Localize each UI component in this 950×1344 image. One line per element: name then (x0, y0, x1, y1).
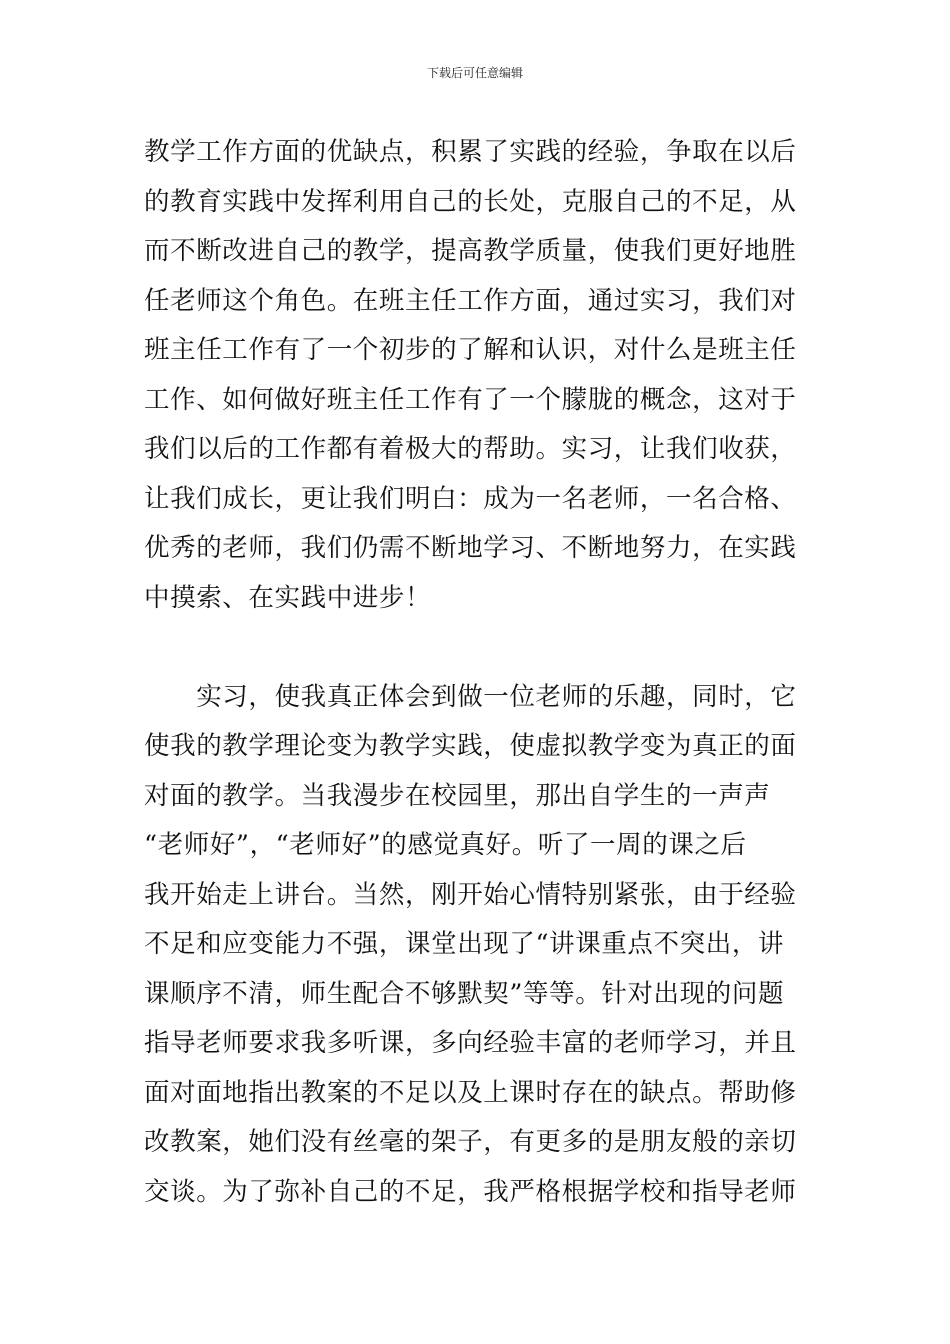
text-line: 对面的教学。当我漫步在校园里，那出自学生的一声声 (144, 780, 771, 811)
header-note: 下载后可任意编辑 (426, 66, 523, 80)
text-line: 不足和应变能力不强，课堂出现了“讲课重点不突出，讲 (144, 929, 785, 959)
body-text (144, 128, 814, 1217)
text-line: 我开始走上讲台。当然，刚开始心情特别紧张，由于经验 (144, 879, 797, 910)
text-line: 使我的教学理论变为教学实践，使虚拟教学变为真正的面 (144, 731, 797, 761)
text-line: 的教育实践中发挥利用自己的长处，克服自己的不足，从 (144, 186, 797, 217)
text-line: 让我们成长，更让我们明白：成为一名老师，一名合格、 (144, 483, 797, 514)
text-line: 教学工作方面的优缺点，积累了实践的经验，争取在以后 (144, 137, 797, 167)
paragraph-spacer (144, 623, 814, 673)
text-line: 我们以后的工作都有着极大的帮助。实习，让我们收获， (144, 434, 797, 464)
text-line: 班主任工作有了一个初步的了解和认识，对什么是班主任 (144, 335, 797, 365)
text-line: 中摸索、在实践中进步！ (144, 582, 432, 613)
text-line: 交谈。为了弥补自己的不足，我严格根据学校和指导老师 (144, 1176, 797, 1207)
text-line: 工作、如何做好班主任工作有了一个朦胧的概念，这对于 (144, 384, 797, 415)
text-line: 任老师这个角色。在班主任工作方面，通过实习，我们对 (144, 285, 797, 316)
paragraph-2 (144, 673, 814, 1218)
text-line: 指导老师要求我多听课，多向经验丰富的老师学习，并且 (144, 1028, 797, 1058)
text-line: 而不断改进自己的教学，提高教学质量，使我们更好地胜 (144, 236, 797, 266)
text-line: 改教案，她们没有丝毫的架子，有更多的是朋友般的亲切 (144, 1127, 797, 1157)
text-line: “老师好”，“老师好”的感觉真好。听了一周的课之后 (144, 830, 747, 860)
text-line: 面对面地指出教案的不足以及上课时存在的缺点。帮助修 (144, 1077, 797, 1108)
paragraph-1 (144, 128, 814, 623)
text-line: 优秀的老师，我们仍需不断地学习、不断地努力，在实践 (144, 533, 797, 563)
text-line: 实习，使我真正体会到做一位老师的乐趣，同时，它 (144, 681, 797, 712)
text-line: 课顺序不清，师生配合不够默契”等等。针对出现的问题 (144, 978, 785, 1009)
